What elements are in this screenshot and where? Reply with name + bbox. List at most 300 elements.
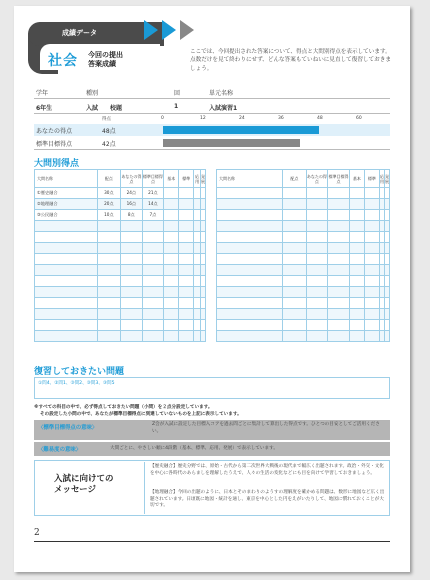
table-cell (349, 210, 364, 221)
table-row (217, 210, 390, 221)
table-cell (179, 210, 194, 221)
table-cell (384, 331, 389, 342)
section-title-review: 復習しておきたい問題 (34, 367, 125, 377)
table-cell (217, 298, 283, 309)
table-cell (200, 188, 205, 199)
table-cell (179, 232, 194, 243)
table-cell (217, 243, 283, 254)
table-cell (179, 331, 194, 342)
table-cell (97, 265, 120, 276)
table-cell (306, 265, 328, 276)
table-cell (200, 265, 205, 276)
table-cell (364, 188, 379, 199)
tick-label: 60 (356, 116, 362, 121)
note-line-1: ※すべての科目の中で、必ず得点しておきたい問題（小問）を２点分設定しています。 (34, 405, 213, 410)
table-row (35, 276, 206, 287)
table-cell (121, 221, 143, 232)
footer-rule (34, 541, 390, 542)
table-header-cell: 標準 (364, 170, 379, 188)
table-cell (142, 320, 164, 331)
table-cell (121, 276, 143, 287)
table-cell (384, 232, 389, 243)
table-cell (384, 287, 389, 298)
table-cell (306, 309, 328, 320)
table-cell (179, 287, 194, 298)
table-cell (306, 188, 328, 199)
table-cell (217, 254, 283, 265)
message-title-line2: メッセージ (54, 485, 96, 495)
table-cell (121, 232, 143, 243)
table-row (217, 232, 390, 243)
table-cell (283, 320, 306, 331)
table-cell (97, 243, 120, 254)
table-cell (121, 331, 143, 342)
table-cell (200, 199, 205, 210)
table-cell (200, 331, 205, 342)
table-cell: 30点 (97, 188, 120, 199)
your-score-label: あなたの得点 (36, 128, 73, 135)
table-cell: 8点 (121, 210, 143, 221)
table-cell (194, 320, 201, 331)
table-row (35, 265, 206, 276)
table-cell (121, 320, 143, 331)
table-cell: ②地理融合 (35, 199, 98, 210)
table-cell (217, 210, 283, 221)
your-score-value: 48点 (102, 128, 116, 135)
table-cell (328, 254, 350, 265)
table-cell (328, 298, 350, 309)
table-cell (164, 243, 179, 254)
table-row (35, 320, 206, 331)
table-cell (142, 287, 164, 298)
table-cell: 10点 (97, 210, 120, 221)
table-cell (179, 243, 194, 254)
table-cell (194, 221, 201, 232)
target-score-bar (163, 139, 300, 147)
table-cell (328, 320, 350, 331)
table-cell (35, 254, 98, 265)
table-cell (164, 309, 179, 320)
table-row (217, 188, 390, 199)
subject-title: 社会 (48, 53, 78, 69)
table-cell (364, 331, 379, 342)
table-row (217, 298, 390, 309)
tick-label: 48 (317, 116, 323, 121)
table-cell (35, 298, 98, 309)
table-cell (364, 309, 379, 320)
table-cell (97, 276, 120, 287)
table-cell (364, 199, 379, 210)
table-cell (35, 320, 98, 331)
table-cell (194, 188, 201, 199)
table-cell (306, 232, 328, 243)
table-cell (306, 287, 328, 298)
table-cell (328, 210, 350, 221)
tick-label: 12 (200, 116, 206, 121)
table-cell (306, 199, 328, 210)
table-cell: 7点 (142, 210, 164, 221)
table-cell (194, 265, 201, 276)
table-cell (283, 287, 306, 298)
table-cell (200, 232, 205, 243)
table-header-cell: 標準目標得点 (142, 170, 164, 188)
table-cell (142, 309, 164, 320)
table-cell (364, 243, 379, 254)
table-cell (200, 287, 205, 298)
table-cell (97, 287, 120, 298)
table-cell (384, 309, 389, 320)
table-header-cell: 標準目標得点 (328, 170, 350, 188)
table-header-cell: 発展 (384, 170, 389, 188)
table-cell (349, 331, 364, 342)
table-cell (384, 243, 389, 254)
table-cell (384, 298, 389, 309)
table-header-cell: あなたの得点 (306, 170, 328, 188)
table-cell (35, 265, 98, 276)
table-row (217, 320, 390, 331)
page-number: 2 (34, 528, 40, 538)
table-cell (349, 221, 364, 232)
table-cell (200, 221, 205, 232)
table-cell (384, 210, 389, 221)
table-cell (349, 276, 364, 287)
table-row (35, 243, 206, 254)
table-cell (364, 320, 379, 331)
table-cell (283, 188, 306, 199)
intro-text: ここでは、今回提出された答案について、得点と大問別得点を表示しています。点数だけを見て終わりにせず、どんな答案もていねいに見直して復習しておきましょう。 (190, 49, 391, 72)
table-cell (217, 309, 283, 320)
table-row (35, 210, 206, 221)
grade-value: 6年生 (36, 105, 53, 112)
table-cell (164, 320, 179, 331)
table-cell (283, 210, 306, 221)
table-cell (328, 276, 350, 287)
arrow-icon (180, 20, 194, 40)
table-cell (35, 232, 98, 243)
type-label: 種別 (86, 90, 99, 97)
table-cell (142, 232, 164, 243)
table-cell (121, 254, 143, 265)
arrow-icon (162, 20, 176, 40)
table-cell (164, 265, 179, 276)
table-cell (142, 254, 164, 265)
table-cell (142, 221, 164, 232)
table-cell (384, 254, 389, 265)
table-cell (384, 188, 389, 199)
document-page (14, 6, 410, 572)
table-cell (349, 320, 364, 331)
table-cell (179, 320, 194, 331)
table-cell (142, 243, 164, 254)
table-row (35, 331, 206, 342)
table-header-cell: 配点 (283, 170, 306, 188)
table-cell (328, 331, 350, 342)
table-cell (164, 276, 179, 287)
table-cell (283, 331, 306, 342)
table-cell (164, 221, 179, 232)
table-cell (164, 188, 179, 199)
table-row (217, 331, 390, 342)
message-title-line1: 入試に向けての (54, 474, 114, 484)
table-cell (217, 221, 283, 232)
table-cell (217, 331, 283, 342)
table-cell (349, 199, 364, 210)
table-cell (142, 276, 164, 287)
table-row (35, 199, 206, 210)
table-cell (179, 298, 194, 309)
table-cell (142, 331, 164, 342)
table-cell (97, 331, 120, 342)
table-cell (179, 221, 194, 232)
table-cell (328, 243, 350, 254)
legend-difficulty-text: 大問ごとに、やさしい順に4段階（基本、標準、応用、発展）で表示しています。 (110, 446, 278, 451)
table-cell (179, 188, 194, 199)
table-header-cell: あなたの得点 (121, 170, 143, 188)
table-cell (35, 243, 98, 254)
table-header-cell: 大問名称 (217, 170, 283, 188)
table-cell (164, 298, 179, 309)
table-cell (217, 265, 283, 276)
table-cell (164, 254, 179, 265)
table-cell (349, 287, 364, 298)
table-cell (328, 309, 350, 320)
table-cell (349, 232, 364, 243)
doc-title-line2: 答案成績 (88, 60, 116, 68)
type-value: 入試 (86, 105, 99, 112)
table-cell (121, 309, 143, 320)
table-cell (306, 243, 328, 254)
table-cell: 24点 (121, 188, 143, 199)
legend-standard-text: Z会が入試に設定した目標入コアを過去問ごとに集計して算出した得点です。ひとつの目安としてご活用ください。 (152, 422, 380, 434)
table-cell (200, 309, 205, 320)
table-cell (200, 254, 205, 265)
big-question-table-right (216, 169, 390, 342)
table-cell (194, 287, 201, 298)
table-cell (306, 221, 328, 232)
table-row (35, 287, 206, 298)
table-cell (217, 320, 283, 331)
table-cell (283, 265, 306, 276)
table-cell (283, 243, 306, 254)
table-cell (179, 276, 194, 287)
table-cell (179, 265, 194, 276)
table-cell (194, 210, 201, 221)
table-cell (364, 254, 379, 265)
table-row (217, 265, 390, 276)
table-cell (349, 309, 364, 320)
table-row (217, 309, 390, 320)
note-line-2: その設定した小問の中で、あなたが標準目標得点に到達していないものを上記に表示しています。 (40, 412, 242, 417)
table-cell (164, 287, 179, 298)
table-cell (306, 298, 328, 309)
target-score-value: 42点 (102, 141, 116, 148)
table-row (35, 188, 206, 199)
table-cell (200, 210, 205, 221)
arrow-icon (144, 20, 158, 40)
table-cell (194, 243, 201, 254)
table-cell (217, 188, 283, 199)
table-cell: 20点 (97, 199, 120, 210)
table-row (35, 309, 206, 320)
round-value: 1 (174, 103, 179, 110)
table-cell (164, 210, 179, 221)
table-cell (179, 254, 194, 265)
table-cell (97, 320, 120, 331)
table-cell (35, 331, 98, 342)
table-cell (364, 232, 379, 243)
table-cell (283, 298, 306, 309)
table-cell (328, 188, 350, 199)
tick-label: 36 (278, 116, 284, 121)
table-row (217, 199, 390, 210)
table-header-cell: 応用 (194, 170, 201, 188)
table-cell (283, 309, 306, 320)
table-cell (283, 232, 306, 243)
table-row (217, 276, 390, 287)
table-row (35, 221, 206, 232)
table-cell (121, 243, 143, 254)
table-cell: ①歴史融合 (35, 188, 98, 199)
table-cell (217, 232, 283, 243)
table-header-cell: 応用 (379, 170, 384, 188)
table-cell (200, 320, 205, 331)
table-cell (364, 210, 379, 221)
table-cell (194, 331, 201, 342)
table-cell (349, 265, 364, 276)
table-cell (349, 298, 364, 309)
table-cell (142, 265, 164, 276)
section-title-big-question: 大問別得点 (34, 159, 80, 169)
table-header-cell: 標準 (179, 170, 194, 188)
table-cell (194, 309, 201, 320)
table-cell (97, 254, 120, 265)
table-row (217, 243, 390, 254)
table-cell (121, 265, 143, 276)
divider (34, 149, 390, 150)
table-cell (194, 276, 201, 287)
unit-label: 単元名称 (209, 90, 234, 97)
divider (34, 113, 390, 114)
table-cell (142, 298, 164, 309)
table-cell (328, 221, 350, 232)
table-cell (349, 254, 364, 265)
table-cell (283, 276, 306, 287)
table-cell (121, 287, 143, 298)
table-cell: ③公民融合 (35, 210, 98, 221)
tick-label: 0 (161, 116, 164, 121)
legend-standard-label: 〈標準目標得点の意味〉 (38, 425, 98, 431)
table-cell (121, 298, 143, 309)
table-cell (306, 276, 328, 287)
table-cell (217, 287, 283, 298)
table-cell (200, 298, 205, 309)
table-cell (384, 320, 389, 331)
table-header-row (217, 170, 390, 188)
your-score-bar (163, 126, 319, 134)
review-content: ①問4、②問1、③問2、③問3、③問5 (38, 381, 115, 386)
table-cell (349, 243, 364, 254)
table-cell (364, 287, 379, 298)
table-cell (328, 287, 350, 298)
table-cell (35, 309, 98, 320)
table-row (217, 254, 390, 265)
table-cell (35, 276, 98, 287)
table-cell (194, 254, 201, 265)
table-cell (384, 221, 389, 232)
round-label: 回 (174, 90, 181, 97)
big-question-table-left (34, 169, 206, 342)
table-row (217, 287, 390, 298)
table-cell (384, 276, 389, 287)
table-row (35, 232, 206, 243)
table-cell: 14点 (142, 199, 164, 210)
message-divider (144, 462, 145, 514)
table-cell (328, 232, 350, 243)
table-cell: 21点 (142, 188, 164, 199)
table-cell (217, 276, 283, 287)
table-cell (306, 320, 328, 331)
table-cell (97, 309, 120, 320)
table-header-cell: 発展 (200, 170, 205, 188)
table-cell (194, 232, 201, 243)
target-score-label: 標準目標得点 (36, 141, 73, 148)
grade-label: 学年 (36, 90, 49, 97)
school-value: 校題 (110, 105, 123, 112)
table-cell (97, 221, 120, 232)
table-cell (283, 199, 306, 210)
table-cell (384, 265, 389, 276)
table-cell (35, 221, 98, 232)
table-cell (283, 221, 306, 232)
table-header-cell: 基本 (164, 170, 179, 188)
table-cell (97, 232, 120, 243)
category-label: 成績データ (62, 29, 97, 37)
table-cell (306, 254, 328, 265)
table-cell (164, 199, 179, 210)
unit-value: 入試演習1 (209, 105, 238, 112)
table-cell (97, 298, 120, 309)
table-cell (364, 298, 379, 309)
table-row (35, 298, 206, 309)
table-header-cell: 配点 (97, 170, 120, 188)
table-header-cell: 基本 (349, 170, 364, 188)
message-paragraph-1: 【歴史融合】歴史分野では、原始・古代から第二次世界大戦後の現代まで幅広く出題されます。政治・外交・文化を中心に各時代のあらましを理解したうえで、人々の生活の変化などにも目を向けて学習しておきましょう。 (150, 464, 384, 476)
table-cell (349, 188, 364, 199)
table-cell (283, 254, 306, 265)
table-cell (364, 221, 379, 232)
table-cell (328, 199, 350, 210)
table-cell (35, 287, 98, 298)
table-cell (364, 276, 379, 287)
table-cell (200, 243, 205, 254)
score-axis-header: 得点 (102, 117, 111, 122)
table-cell (164, 232, 179, 243)
table-cell (364, 265, 379, 276)
table-cell (217, 199, 283, 210)
doc-title-line1: 今回の提出 (88, 51, 123, 59)
table-cell (179, 199, 194, 210)
legend-difficulty-label: 〈難易度の意味〉 (38, 447, 82, 453)
table-cell (306, 210, 328, 221)
table-row (217, 221, 390, 232)
divider (34, 98, 390, 99)
message-paragraph-2: 【地理融合】今回の出題のように、日本とそのまわりのようすの理解度を確かめる問題は、数形に地図など広く出題されています。日頃既に地図・統計を通し、東京を中心とした円をえがいたりして、地図に慣れておくことが大切です。 (150, 490, 385, 508)
table-cell (328, 265, 350, 276)
table-cell (384, 199, 389, 210)
table-cell (306, 331, 328, 342)
tick-label: 24 (239, 116, 245, 121)
table-header-cell: 大問名称 (35, 170, 98, 188)
